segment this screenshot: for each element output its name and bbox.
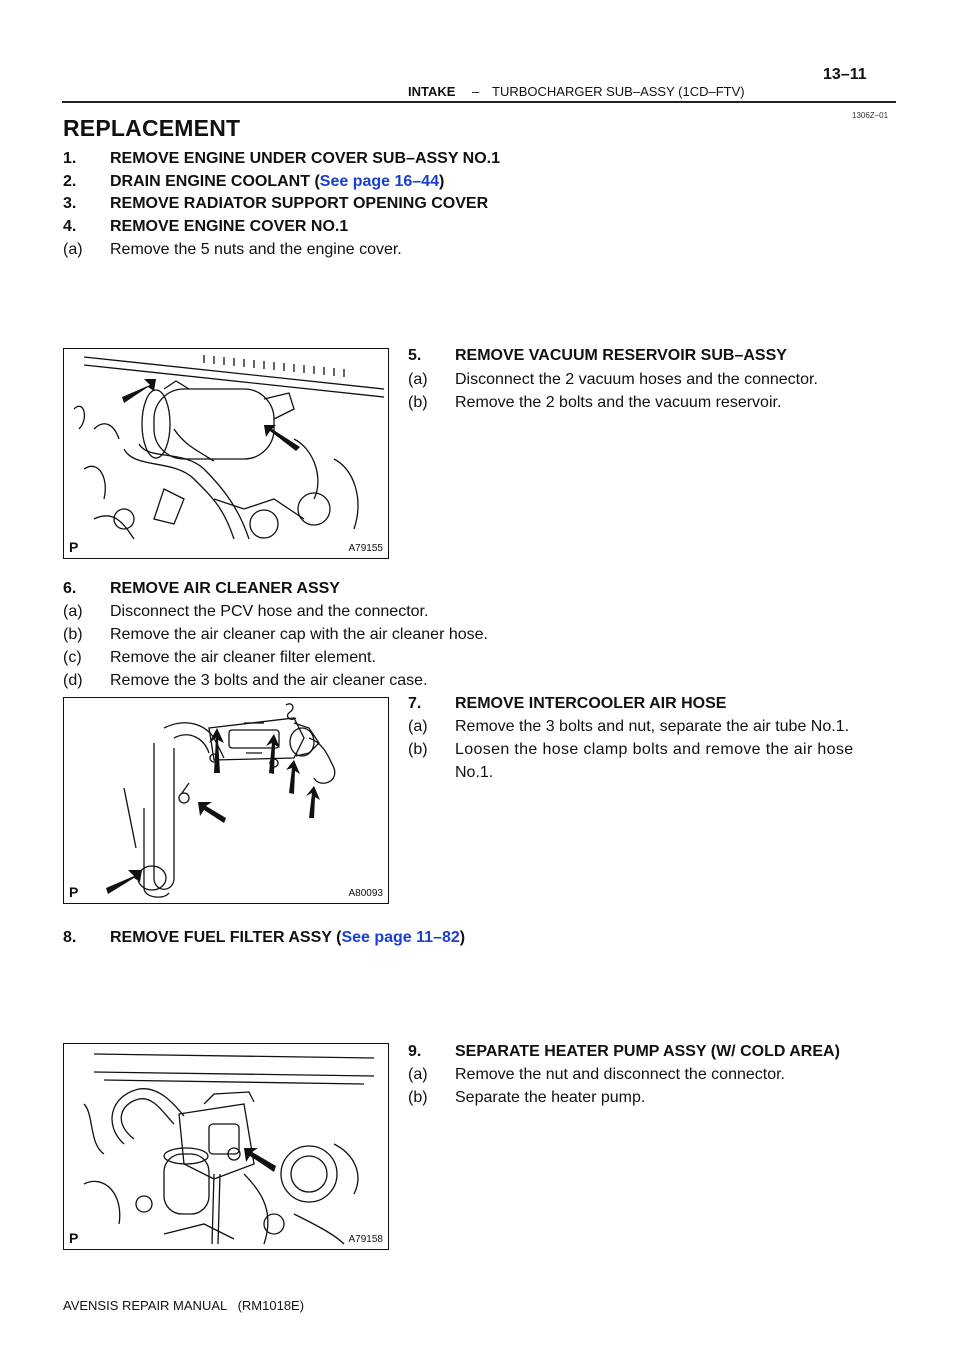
substep-text: Disconnect the PCV hose and the connector. [110,603,429,620]
document-id: 1306Z–01 [852,111,889,120]
see-page-link[interactable]: See page 16–44 [319,173,439,190]
page-heading: REPLACEMENT [63,115,241,141]
step-2 [63,173,663,193]
substep-6b [63,626,663,646]
step-text: REMOVE INTERCOOLER AIR HOSE [455,695,727,712]
air-hose-illustration [64,698,388,903]
substep-7a [408,718,928,738]
step-number: 2. [63,173,77,190]
step-number: 7. [408,695,422,712]
step-text: REMOVE ENGINE COVER NO.1 [110,218,349,235]
substep-9b [408,1089,928,1109]
substep-text: Remove the air cleaner cap with the air cleaner hose. [110,626,488,643]
step-text: SEPARATE HEATER PUMP ASSY (W/ COLD AREA) [455,1043,840,1060]
step-text: REMOVE FUEL FILTER ASSY ( [110,929,342,946]
substep-5b [408,394,928,414]
substep-text: Remove the 3 bolts and the air cleaner case. [110,672,428,689]
step-7 [408,695,928,715]
substep-text: Remove the nut and disconnect the connector. [455,1066,785,1083]
figure-corner-mark: P [69,1230,79,1246]
step-6 [63,580,663,600]
step-1 [63,150,663,170]
substep-letter: (a) [63,241,83,258]
figure-id: A79155 [348,543,383,554]
step-text: REMOVE AIR CLEANER ASSY [110,580,340,597]
header-title: TURBOCHARGER SUB–ASSY (1CD–FTV) [492,84,745,99]
substep-letter: (a) [63,603,83,620]
substep-7b-continued: No.1. [455,764,494,781]
substep-text: Remove the 2 bolts and the vacuum reservoir. [455,394,782,411]
step-5 [408,347,928,367]
step-number: 8. [63,929,77,946]
substep-6a [63,603,663,623]
step-text-close: ) [459,929,466,946]
substep-text: Remove the 5 nuts and the engine cover. [110,241,402,258]
substep-4a [63,241,663,261]
header-rule [62,101,896,103]
manual-footer: AVENSIS REPAIR MANUAL (RM1018E) [63,1298,305,1313]
header-section: INTAKE [408,84,456,99]
see-page-link[interactable]: See page 11–82 [341,929,460,946]
figure-intercooler-air-hose [63,697,389,904]
substep-text: Separate the heater pump. [455,1089,646,1106]
substep-letter: (a) [408,1066,428,1083]
step-3 [63,195,663,215]
substep-letter: (a) [408,718,428,735]
substep-6d [63,672,663,692]
step-text: REMOVE ENGINE UNDER COVER SUB–ASSY NO.1 [110,150,501,167]
figure-corner-mark: P [69,539,79,555]
substep-6c [63,649,663,669]
substep-letter: (b) [63,626,83,643]
figure-id: A80093 [348,888,383,899]
step-9 [408,1043,928,1063]
step-number: 9. [408,1043,422,1060]
substep-text: Loosen the hose clamp bolts and remove the air hose [455,741,854,758]
heater-pump-illustration [64,1044,388,1249]
step-8 [63,929,663,949]
figure-corner-mark: P [69,884,79,900]
substep-5a [408,371,928,391]
substep-text: Disconnect the 2 vacuum hoses and the connector. [455,371,818,388]
header-separator: – [472,84,480,99]
step-number: 1. [63,150,77,167]
substep-letter: (b) [408,1089,428,1106]
figure-vacuum-reservoir [63,348,389,559]
substep-text: Remove the air cleaner filter element. [110,649,376,666]
substep-letter: (d) [63,672,83,689]
engine-illustration [64,349,388,558]
step-number: 5. [408,347,422,364]
substep-9a [408,1066,928,1086]
step-text: DRAIN ENGINE COOLANT ( [110,173,320,190]
step-text-close: ) [438,173,445,190]
page-number: 13–11 [823,66,867,83]
step-4 [63,218,663,238]
figure-heater-pump [63,1043,389,1250]
step-text: REMOVE RADIATOR SUPPORT OPENING COVER [110,195,489,212]
substep-text: Remove the 3 bolts and nut, separate the air tube No.1. [455,718,850,735]
figure-id: A79158 [348,1234,383,1245]
step-number: 3. [63,195,77,212]
substep-7b [408,741,928,761]
step-number: 4. [63,218,77,235]
substep-letter: (b) [408,394,428,411]
substep-letter: (b) [408,741,428,758]
step-number: 6. [63,580,77,597]
substep-letter: (a) [408,371,428,388]
substep-letter: (c) [63,649,82,666]
step-text: REMOVE VACUUM RESERVOIR SUB–ASSY [455,347,787,364]
